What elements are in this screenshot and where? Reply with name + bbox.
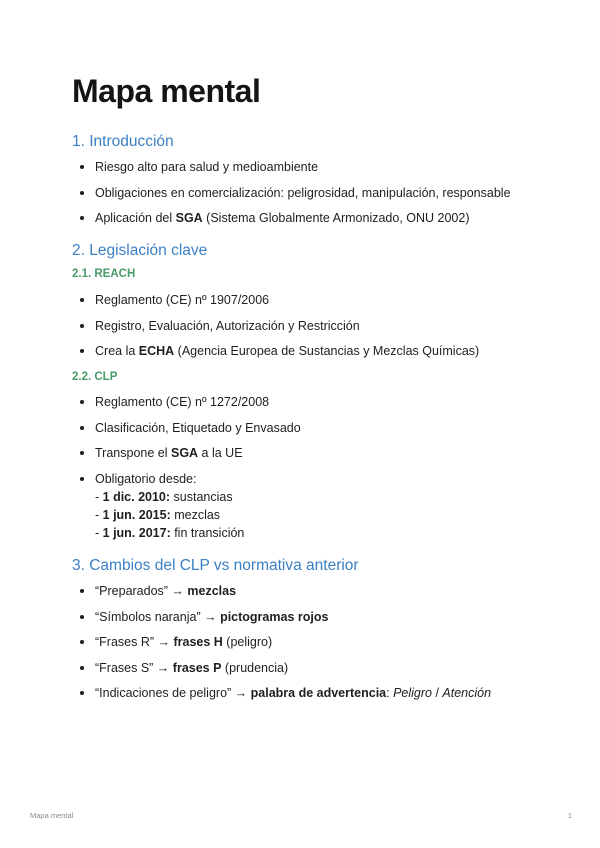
list-item: “Indicaciones de peligro” → palabra de advertencia: Peligro / Atención xyxy=(72,684,542,702)
bold-term: ECHA xyxy=(138,344,175,358)
footer-title: Mapa mental xyxy=(30,811,74,820)
list-item: Transpone el SGA a la UE xyxy=(72,444,542,462)
clp-list xyxy=(72,393,542,549)
bold-term: SGA xyxy=(170,446,199,460)
subsection-heading-clp: 2.2. CLP xyxy=(72,371,118,383)
list-item: “Frases S” → frases P (prudencia) xyxy=(72,659,542,677)
list-item: Reglamento (CE) nº 1907/2006 xyxy=(72,291,542,309)
introduccion-list xyxy=(72,158,542,235)
list-item: “Preparados” → mezclas xyxy=(72,582,542,600)
date-line: - 1 jun. 2015: mezclas xyxy=(95,507,221,522)
date-line: - 1 jun. 2017: fin transición xyxy=(95,525,245,540)
list-item: Reglamento (CE) nº 1272/2008 xyxy=(72,393,542,411)
list-item-obligatorio: Obligatorio desde: - 1 dic. 2010: sustancias - 1 jun. 2015: mezclas - 1 jun. 2017: fin transición xyxy=(72,470,542,542)
list-item: Riesgo alto para salud y medioambiente xyxy=(72,158,542,176)
list-item: Registro, Evaluación, Autorización y Restricción xyxy=(72,317,542,335)
list-item: Aplicación del SGA (Sistema Globalmente Armonizado, ONU 2002) xyxy=(72,209,542,227)
list-item: Crea la ECHA (Agencia Europea de Sustancias y Mezclas Químicas) xyxy=(72,342,542,360)
subsection-heading-reach: 2.1. REACH xyxy=(72,268,136,280)
section-heading-introduccion: 1. Introducción xyxy=(72,133,174,150)
section-heading-legislacion: 2. Legislación clave xyxy=(72,242,208,259)
footer-page-number: 1 xyxy=(567,811,572,820)
cambios-list xyxy=(72,582,542,710)
section-heading-cambios: 3. Cambios del CLP vs normativa anterior xyxy=(72,557,359,574)
page-title: Mapa mental xyxy=(72,73,261,109)
list-item: “Frases R” → frases H (peligro) xyxy=(72,633,542,651)
reach-list xyxy=(72,291,542,368)
list-item: “Símbolos naranja” → pictogramas rojos xyxy=(72,608,542,626)
list-item: Clasificación, Etiquetado y Envasado xyxy=(72,419,542,437)
date-line: - 1 dic. 2010: sustancias xyxy=(95,489,233,504)
list-item: Obligaciones en comercialización: peligrosidad, manipulación, responsable xyxy=(72,184,542,202)
bold-term: SGA xyxy=(175,211,203,225)
